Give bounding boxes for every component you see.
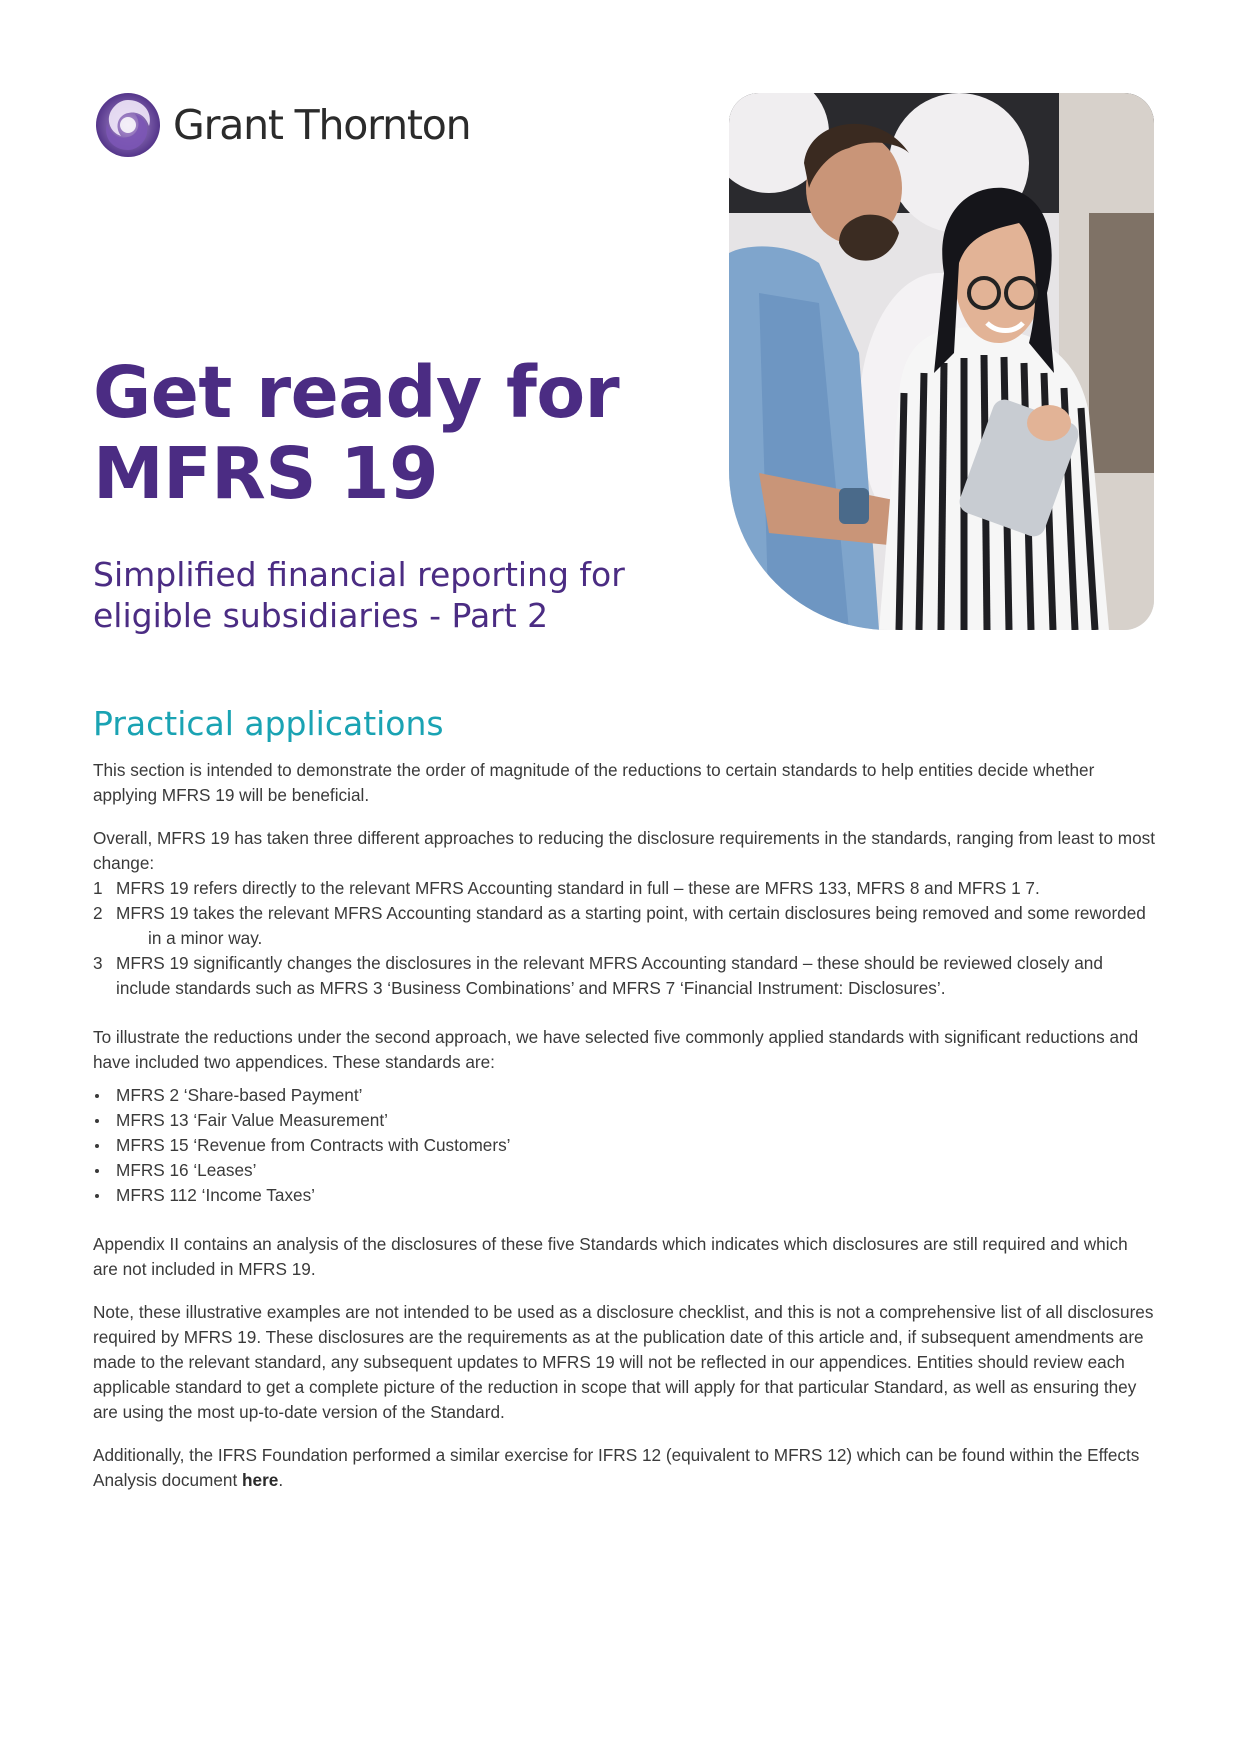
list-number: 1 <box>93 878 103 898</box>
brand-logo <box>95 92 470 158</box>
additionally-suffix: . <box>278 1470 284 1490</box>
title-line-1: Get ready for <box>93 351 620 434</box>
swirl-logo-icon <box>95 92 161 158</box>
list-number: 2 <box>93 903 103 923</box>
brand-name: Grant Thornton <box>173 101 471 149</box>
page-title <box>93 352 619 514</box>
photo-people-icon <box>729 93 1154 630</box>
additionally-paragraph <box>93 1443 1157 1493</box>
here-link[interactable]: here <box>242 1470 279 1490</box>
body-text <box>93 758 1157 1511</box>
list-item: MFRS 112 ‘Income Taxes’ <box>93 1183 1157 1208</box>
list-item: MFRS 15 ‘Revenue from Contracts with Customers’ <box>93 1133 1157 1158</box>
hero-photo <box>729 93 1154 630</box>
intro-paragraph: This section is intended to demonstrate the order of magnitude of the reductions to certain standards to help entities decide whether applying MFRS 19 will be beneficial. <box>93 760 1095 805</box>
list-item-text: MFRS 19 takes the relevant MFRS Accounting standard as a starting point, with certain disclosures being removed and some reworded in a minor way. <box>116 903 1146 948</box>
list-item: MFRS 13 ‘Fair Value Measurement’ <box>93 1108 1157 1133</box>
additionally-text: Additionally, the IFRS Foundation performed a similar exercise for IFRS 12 (equivalent to MFRS 12) which can be found within the Effects Analysis document <box>93 1445 1140 1490</box>
page-subtitle <box>93 554 625 636</box>
overall-paragraph: Overall, MFRS 19 has taken three different approaches to reducing the disclosure requirements in the standards, ranging from least to most change: <box>93 828 1156 873</box>
list-item: MFRS 16 ‘Leases’ <box>93 1158 1157 1183</box>
approaches-list <box>93 876 1157 1001</box>
illustrate-paragraph: To illustrate the reductions under the second approach, we have selected five commonly applied standards with significant reductions and have included two appendices. These standards are: <box>93 1027 1139 1072</box>
list-item-text: MFRS 19 refers directly to the relevant MFRS Accounting standard in full – these are MFRS 133, MFRS 8 and MFRS 1 7. <box>116 878 1040 898</box>
list-number: 3 <box>93 953 103 973</box>
list-item <box>93 876 1157 901</box>
note-paragraph: Note, these illustrative examples are not intended to be used as a disclosure checklist, and this is not a comprehensive list of all disclosures required by MFRS 19. These disclosures are the requirements as at the publication date of this article and, if subsequent amendments are made to the relevant standard, any subsequent updates to MFRS 19 will not be reflected in our appendices. Entities should review each applicable standard to get a complete picture of the reduction in scope that will apply for that particular Standard, as well as ensuring they are using the most up-to-date version of the Standard. <box>93 1302 1154 1422</box>
subtitle-line-2: eligible subsidiaries - Part 2 <box>93 596 549 635</box>
list-item <box>93 901 1157 951</box>
title-line-2: MFRS 19 <box>93 432 438 515</box>
appendix-paragraph: Appendix II contains an analysis of the disclosures of these five Standards which indicates which disclosures are still required and which are not included in MFRS 19. <box>93 1234 1128 1279</box>
list-item <box>93 951 1157 1001</box>
subtitle-line-1: Simplified financial reporting for <box>93 555 625 594</box>
section-heading: Practical applications <box>93 704 444 743</box>
list-item: MFRS 2 ‘Share-based Payment’ <box>93 1083 1157 1108</box>
standards-list <box>93 1083 1157 1208</box>
list-item-text: MFRS 19 significantly changes the disclosures in the relevant MFRS Accounting standard – these should be reviewed closely and include standards such as MFRS 3 ‘Business Combinations’ and MFRS 7 ‘Financial Instrument: Disclosures’. <box>116 953 1103 998</box>
